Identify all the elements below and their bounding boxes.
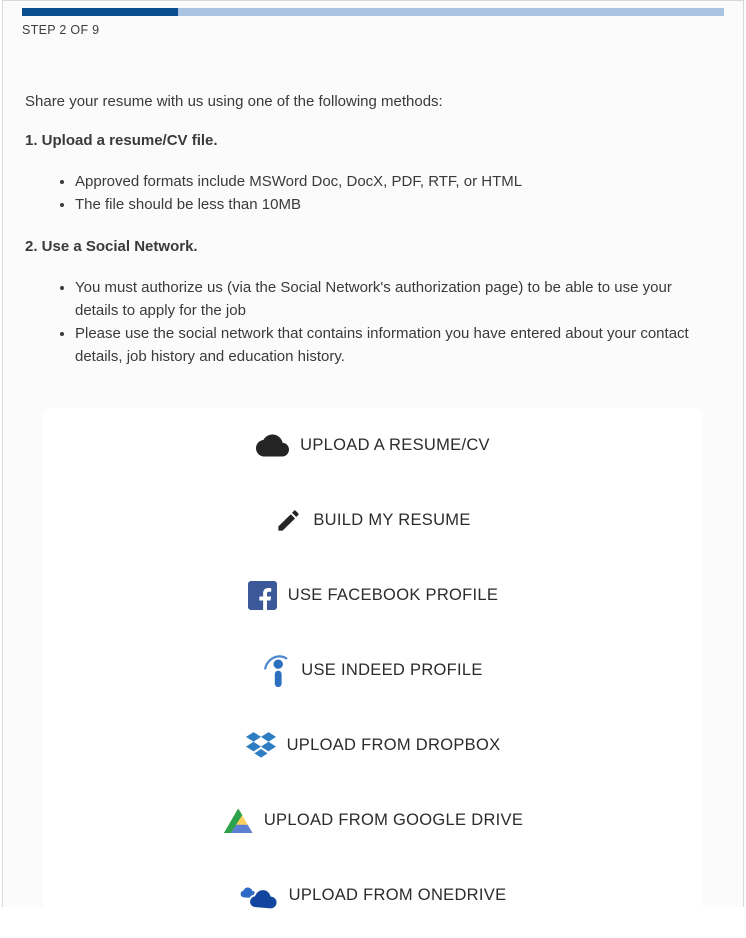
action-label: UPLOAD FROM DROPBOX	[286, 736, 501, 754]
progress-bar	[22, 8, 724, 16]
upload-from-google-drive-button[interactable]	[43, 783, 703, 858]
upload-bullet-list	[25, 170, 721, 216]
action-label: UPLOAD A RESUME/CV	[300, 436, 490, 454]
intro-text: Share your resume with us using one of the following methods:	[25, 93, 443, 110]
bullet-social-info: • Please use the social network that contains information you have entered about your contact details, job history and education history.	[75, 322, 711, 368]
dropbox-icon	[246, 732, 276, 759]
section-heading-social: 2. Use a Social Network.	[25, 238, 198, 255]
bullet-authorize: • You must authorize us (via the Social Network's authorization page) to be able to use your details to apply for the job	[75, 276, 711, 322]
use-indeed-profile-button[interactable]	[43, 633, 703, 708]
use-facebook-profile-button[interactable]	[43, 558, 703, 633]
action-label: UPLOAD FROM ONEDRIVE	[288, 886, 507, 904]
cloud-upload-icon	[256, 429, 289, 462]
onedrive-icon	[240, 883, 278, 909]
bullet-file-size: • The file should be less than 10MB	[75, 193, 711, 216]
pencil-icon	[275, 507, 302, 534]
build-my-resume-button[interactable]	[43, 483, 703, 558]
section-heading-upload: 1. Upload a resume/CV file.	[25, 132, 218, 149]
application-step-page	[2, 0, 744, 907]
action-label: UPLOAD FROM GOOGLE DRIVE	[263, 811, 524, 829]
action-label: USE INDEED PROFILE	[301, 661, 483, 679]
action-label: BUILD MY RESUME	[313, 511, 471, 529]
upload-resume-cv-button[interactable]	[43, 408, 703, 483]
action-label: USE FACEBOOK PROFILE	[287, 586, 499, 604]
upload-from-dropbox-button[interactable]	[43, 708, 703, 783]
upload-from-onedrive-button[interactable]	[43, 858, 703, 933]
facebook-icon	[248, 581, 277, 610]
progress-bar-fill	[22, 8, 178, 16]
bullet-approved-formats: • Approved formats include MSWord Doc, DocX, PDF, RTF, or HTML	[75, 170, 711, 193]
social-bullet-list	[25, 276, 721, 368]
step-indicator: STEP 2 OF 9	[22, 23, 100, 37]
indeed-icon	[263, 653, 290, 689]
google-drive-icon	[223, 808, 253, 834]
resume-options-panel	[43, 408, 703, 938]
